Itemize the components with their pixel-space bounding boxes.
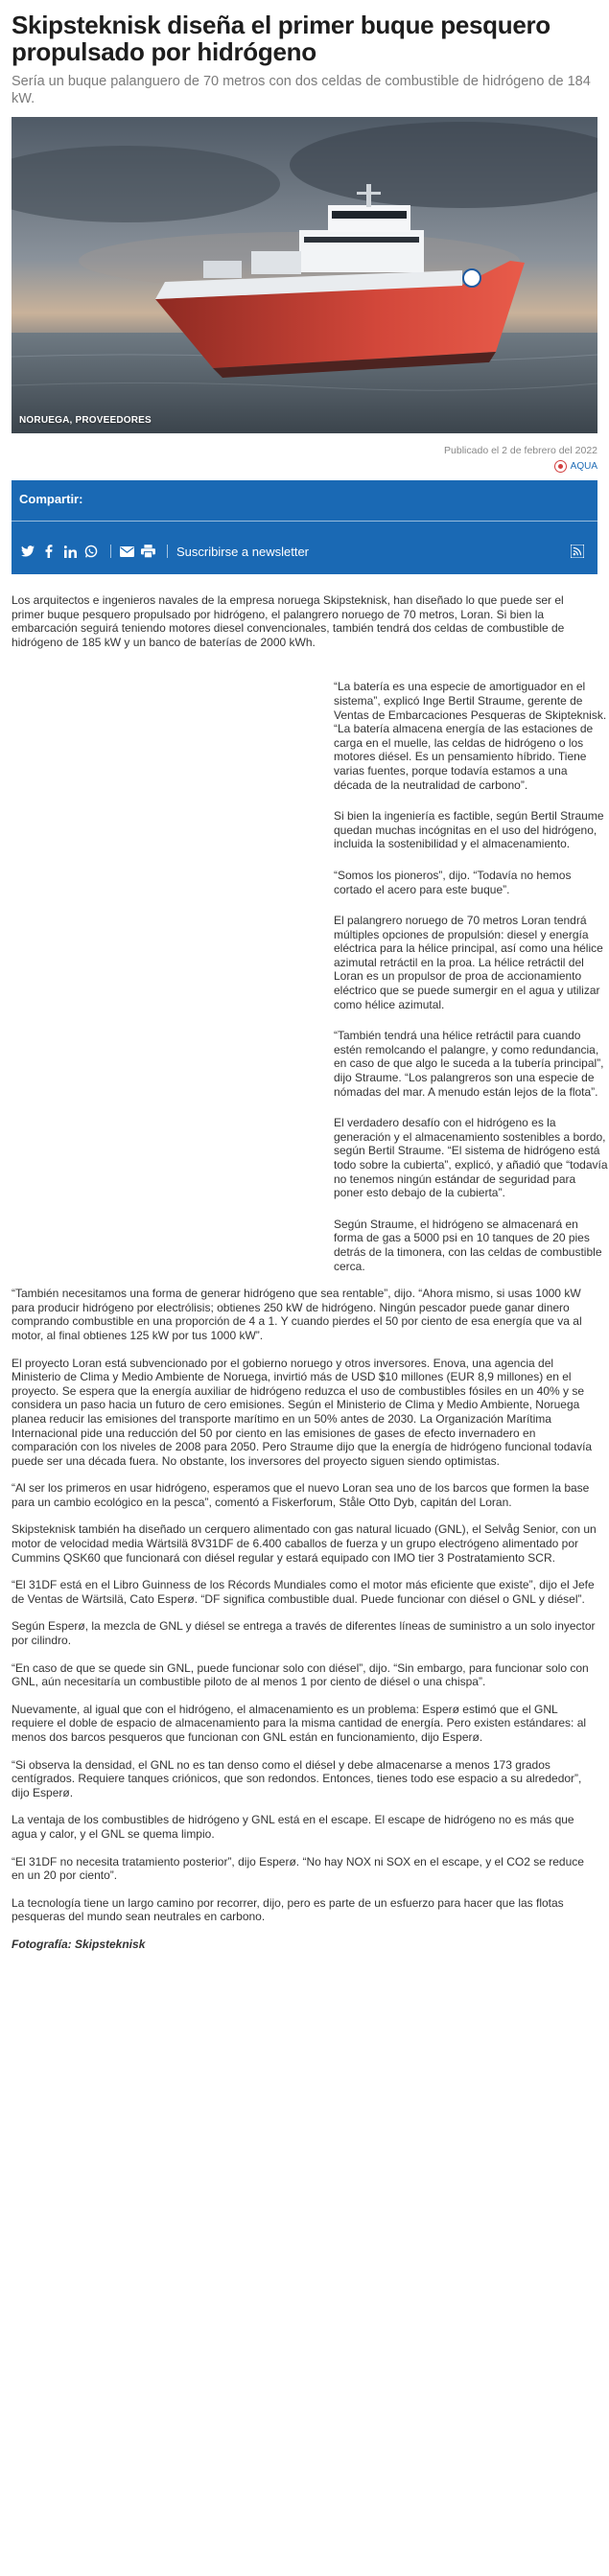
ship-illustration (12, 117, 597, 433)
paragraph: Nuevamente, al igual que con el hidrógeno, el almacenamiento es un problema: Esperø estimó que el GNL requiere el doble de espacio de almacenamiento para la misma cantidad de energía. Pero existen estándares: al menos dos barcos pesqueros que funcionan con GNL están en funcionamiento, dijo Esperø. (12, 1702, 587, 1744)
paragraph: “El 31DF no necesita tratamiento posterior”, dijo Esperø. “No hay NOX ni SOX en el escape, y el CO2 se reduce en un 20 por ciento”. (12, 1854, 584, 1883)
share-bar (12, 480, 597, 574)
share-separator (167, 545, 168, 558)
paragraph: El proyecto Loran está subvencionado por el gobierno noruego y otros inversores. Enova, una agencia del Ministerio de Clima y Medio Ambiente de Noruega, invirtió más de USD $10 millones (EUR 8,9 millones) en el proyecto. Se espera que la energía auxiliar de hidrógeno reduzca el uso de combustibles fósiles en un 40% y se considera un paso hacia un futuro de cero emisiones. Según el Ministerio de Clima y Medio Ambiente, Noruega planea reducir las emisiones del transporte marítimo en un 50% antes de 2030. La Organización Marítima Internacional pide una reducción del 50 por ciento en las emisiones de gases de efecto invernadero en comparación con los niveles de 2008 para 2050. Pero Straume dijo que la energía de hidrógeno funcional todavía puede ser una década fuera. No obstante, los inversores del proyecto siguen siendo optimistas. (12, 1356, 593, 1468)
twitter-icon[interactable] (19, 544, 36, 559)
paragraph: El verdadero desafío con el hidrógeno es la generación y el almacenamiento sostenibles a bordo, según Bertil Straume. “El sistema de hidrógeno está todo sobre la cubierta”, explicó, y añadió que “todavía no tenemos ningún estándar de seguridad para poner esto debajo de la cubierta”. (334, 1116, 608, 1200)
image-tags: NORUEGA, PROVEEDORES (19, 415, 152, 426)
facebook-icon[interactable] (40, 544, 58, 559)
paragraph: “También necesitamos una forma de generar hidrógeno que sea rentable”, dijo. “Ahora mismo, si usas 1000 kW para producir hidrógeno por electrólisis; obtienes 250 kW de hidrógeno. Ningún pescador puede ganar dinero comprando combustible en una proporción de 4 a 1. Y cuando pierdes el 50 por ciento de esa energía que va al motor, al final obtienes 125 kW por tus 1000 kW”. (12, 1287, 582, 1342)
share-actions (19, 542, 590, 561)
rss-icon[interactable] (569, 544, 586, 559)
paragraph: “Si observa la densidad, el GNL no es tan denso como el diésel y debe almacenarse a menos 173 grados centígrados. Requiere tanques criónicos, que son redondos. Entonces, tienes todo ese espacio a su alrededor”, dijo Esperø. (12, 1757, 582, 1799)
paragraph: “También tendrá una hélice retráctil para cuando estén remolcando el palangre, y como redundancia, en caso de que algo le suceda a la tubería principal”, dijo Straume. “Los palangreros son una especie de nómadas del mar. A menudo están lejos de la flota”. (334, 1029, 604, 1099)
paragraph: “Al ser los primeros en usar hidrógeno, esperamos que el nuevo Loran sea uno de los barcos que formen la base para un cambio ecológico en la pesca”, comentó a Fiskerforum, Ståle Otto Dyb, capitán del Loran. (12, 1481, 590, 1509)
whatsapp-icon[interactable] (82, 544, 100, 559)
share-label: Compartir: (19, 492, 83, 506)
share-divider (12, 521, 597, 522)
paragraph: Skipsteknisk también ha diseñado un cerquero alimentado con gas natural licuado (GNL), el Selvåg Senior, con un motor de velocidad media Wärtsilä 8V31DF de 6.400 caballos de fuerza y un grupo electrógeno alimentado por Cummins QSK60 que funcionará con diésel regular y estará equipado con IMO tier 3 Postratamiento SCR. (12, 1522, 597, 1565)
article-title: Skipsteknisk diseña el primer buque pesquero propulsado por hidrógeno (12, 11, 550, 66)
article-subtitle: Sería un buque palanguero de 70 metros con dos celdas de combustible de hidrógeno de 184 kW. (12, 74, 591, 106)
paragraph: Si bien la ingeniería es factible, según Bertil Straume quedan muchas incógnitas en el uso del hidrógeno, incluida la sostenibilidad y el almacenamiento. (334, 809, 604, 851)
publish-date: Publicado el 2 de febrero del 2022 (444, 445, 597, 456)
source-logo-icon (554, 460, 567, 473)
paragraph: La tecnología tiene un largo camino por recorrer, dijo, pero es parte de un esfuerzo para hacer que las flotas pesqueras del mundo sean neutrales en carbono. (12, 1895, 564, 1924)
paragraph: Según Straume, el hidrógeno se almacenará en forma de gas a 5000 psi en 10 tanques de 20 pies detrás de la timonera, con las celdas de combustible cerca. (334, 1217, 602, 1273)
paragraph: “En caso de que se quede sin GNL, puede funcionar solo con diésel”, dijo. “Sin embargo, para funcionar solo con GNL, aún necesitaría un combustible piloto de al menos 1 por ciento de diésel o una chispa”. (12, 1660, 589, 1689)
hero-image (12, 117, 597, 433)
pull-column (334, 680, 608, 1273)
source-link[interactable] (12, 460, 597, 473)
lead-paragraph: Los arquitectos e ingenieros navales de la empresa noruega Skipsteknisk, han diseñado lo que puede ser el primer buque pesquero propulsado por hidrógeno, el palangrero noruego de 70 metros, Loran. Si bien la embarcación seguirá teniendo motores diesel convencionales, también tendrá dos celdas de combustible de hidrógeno de 185 kW y un banco de baterías de 2000 kWh. (12, 593, 565, 649)
email-icon[interactable] (118, 544, 135, 559)
source-name[interactable]: AQUA (570, 461, 597, 472)
paragraph: “El 31DF está en el Libro Guinness de los Récords Mundiales como el motor más eficiente que existe”, dijo el Jefe de Ventas de Wärtsilä, Cato Esperø. “DF significa combustible dual. Puede funcionar con diésel o GNL y diésel”. (12, 1578, 595, 1606)
article-body (12, 593, 608, 1952)
share-separator (110, 545, 111, 558)
paragraph: “La batería es una especie de amortiguador en el sistema”, explicó Inge Bertil Straume, gerente de Ventas de Embarcaciones Pesqueras de Skipteknisk. “La batería almacena energía de las estaciones de carga en el muelle, las celdas de hidrógeno o los motores diésel. Es un pensamiento híbrido. Tiene varias fuentes, porque todavía estamos a una década de la neutralidad de carbono”. (334, 680, 607, 792)
paragraph: El palangrero noruego de 70 metros Loran tendrá múltiples opciones de propulsión: diesel y energía eléctrica para la hélice principal, así como una hélice azimutal retráctil en la proa. La hélice retráctil del Loran es un propulsor de proa de accionamiento eléctrico que se puede sumergir en el agua y utilizar como hélice azimutal. (334, 914, 603, 1011)
paragraph: Según Esperø, la mezcla de GNL y diésel se entrega a través de diferentes líneas de suministro a un solo inyector por cilindro. (12, 1619, 596, 1648)
linkedin-icon[interactable] (61, 544, 79, 559)
paragraph: La ventaja de los combustibles de hidrógeno y GNL está en el escape. El escape de hidrógeno no es más que agua y calor, y el GNL se quema limpio. (12, 1813, 574, 1841)
newsletter-link[interactable]: Suscribirse a newsletter (176, 544, 309, 559)
print-icon[interactable] (139, 544, 156, 559)
photo-credit: Fotografía: Skipsteknisk (12, 1937, 146, 1951)
paragraph: “Somos los pioneros”, dijo. “Todavía no hemos cortado el acero para este buque”. (334, 868, 572, 896)
